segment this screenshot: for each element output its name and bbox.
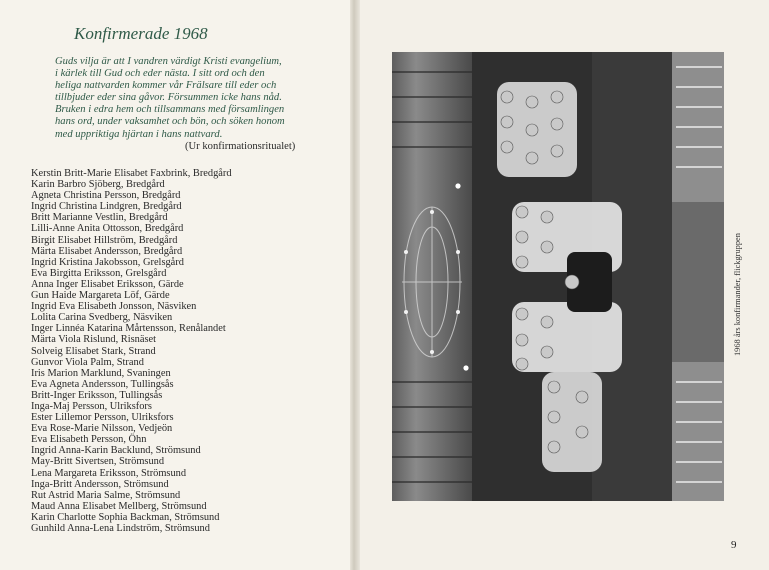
list-item: Eva Rose-Marie Nilsson, Vedjeön bbox=[31, 423, 173, 435]
list-item: Iris Marion Marklund, Svaningen bbox=[31, 367, 171, 379]
list-item: Rut Astrid Maria Salme, Strömsund bbox=[31, 489, 181, 501]
quote-line: Bruken i edra hem och tillsammans med församlingen bbox=[55, 104, 285, 116]
list-item: Ingrid Eva Elisabeth Jonsson, Näsviken bbox=[31, 301, 197, 313]
group-photograph bbox=[392, 52, 724, 501]
list-item: Ingrid Kristina Jakobsson, Grelsgård bbox=[31, 256, 184, 268]
list-item: Ingrid Christina Lindgren, Bredgård bbox=[31, 201, 182, 213]
quote-line: Guds vilja är att I vandren värdigt Kristi evangelium, bbox=[55, 56, 282, 67]
list-item: Ingrid Anna-Karin Backlund, Strömsund bbox=[31, 445, 201, 457]
list-item: Märta Viola Rislund, Risnäset bbox=[31, 334, 157, 346]
page-title: Konfirmerade 1968 bbox=[74, 24, 208, 43]
page-number: 9 bbox=[731, 539, 737, 551]
list-item: Britt-Inger Eriksson, Tullingsås bbox=[31, 389, 163, 401]
list-item: Anna Inger Elisabet Eriksson, Gärde bbox=[31, 278, 184, 290]
doorway bbox=[672, 202, 724, 362]
confirmand-list bbox=[31, 168, 232, 534]
list-item: Solveig Elisabet Stark, Strand bbox=[31, 345, 156, 357]
list-item: Eva Elisabeth Persson, Öhn bbox=[31, 434, 147, 446]
list-item: Gunhild Anna-Lena Lindström, Strömsund bbox=[31, 523, 210, 534]
quote-source: (Ur konfirmationsritualet) bbox=[185, 141, 296, 152]
list-item: Britt Marianne Vestlin, Bredgård bbox=[31, 212, 168, 224]
list-item: Märta Elisabet Andersson, Bredgård bbox=[31, 245, 183, 257]
list-item: Eva Agneta Andersson, Tullingsås bbox=[31, 378, 174, 390]
list-item: Karin Charlotte Sophia Backman, Strömsund bbox=[31, 511, 220, 523]
left-page bbox=[0, 0, 352, 570]
list-item: Gunvor Viola Palm, Strand bbox=[31, 356, 144, 368]
list-item: Karin Barbro Sjöberg, Bredgård bbox=[31, 179, 165, 191]
list-item: Birgit Elisabet Hillström, Bredgård bbox=[31, 234, 178, 246]
list-item: Inga-Britt Andersson, Strömsund bbox=[31, 478, 169, 490]
list-item: Agneta Christina Persson, Bredgård bbox=[31, 190, 181, 202]
list-item: May-Britt Sivertsen, Strömsund bbox=[31, 456, 165, 468]
list-item: Maud Anna Elisabet Mellberg, Strömsund bbox=[31, 500, 207, 512]
quote-line: hans ord, under vaksamhet och bön, och söken honom bbox=[55, 116, 285, 128]
list-item: Eva Birgitta Eriksson, Grelsgård bbox=[31, 267, 167, 279]
photo-caption: 1968 års konfirmander, flickgruppen bbox=[733, 233, 742, 356]
scripture-quote bbox=[55, 56, 331, 141]
list-item: Lilli-Anne Anita Ottosson, Bredgård bbox=[31, 223, 184, 235]
list-item: Inger Linnéa Katarina Mårtensson, Renålandet bbox=[31, 323, 226, 335]
quote-line: heliga nattvarden kommer vår Frälsare till eder och bbox=[55, 80, 277, 92]
quote-line: i kärlek till Gud och eder nästa. I sitt ord och den bbox=[55, 68, 265, 80]
list-item: Kerstin Britt-Marie Elisabet Faxbrink, Bredgård bbox=[31, 168, 232, 179]
list-item: Lena Margareta Eriksson, Strömsund bbox=[31, 467, 187, 479]
list-item: Gun Haide Margareta Löf, Gärde bbox=[31, 290, 170, 302]
page-gutter bbox=[350, 0, 360, 570]
quote-line: tillbjuder eder sina gåvor. Försummen icke hans nåd. bbox=[55, 92, 282, 104]
list-item: Lolita Carina Svedberg, Näsviken bbox=[31, 312, 173, 324]
list-item: Ester Lillemor Persson, Ulriksfors bbox=[31, 412, 174, 424]
quote-line: med uppriktiga hjärtan i hans nattvard. bbox=[55, 128, 223, 140]
list-item: Inga-Maj Persson, Ulriksfors bbox=[31, 400, 152, 412]
